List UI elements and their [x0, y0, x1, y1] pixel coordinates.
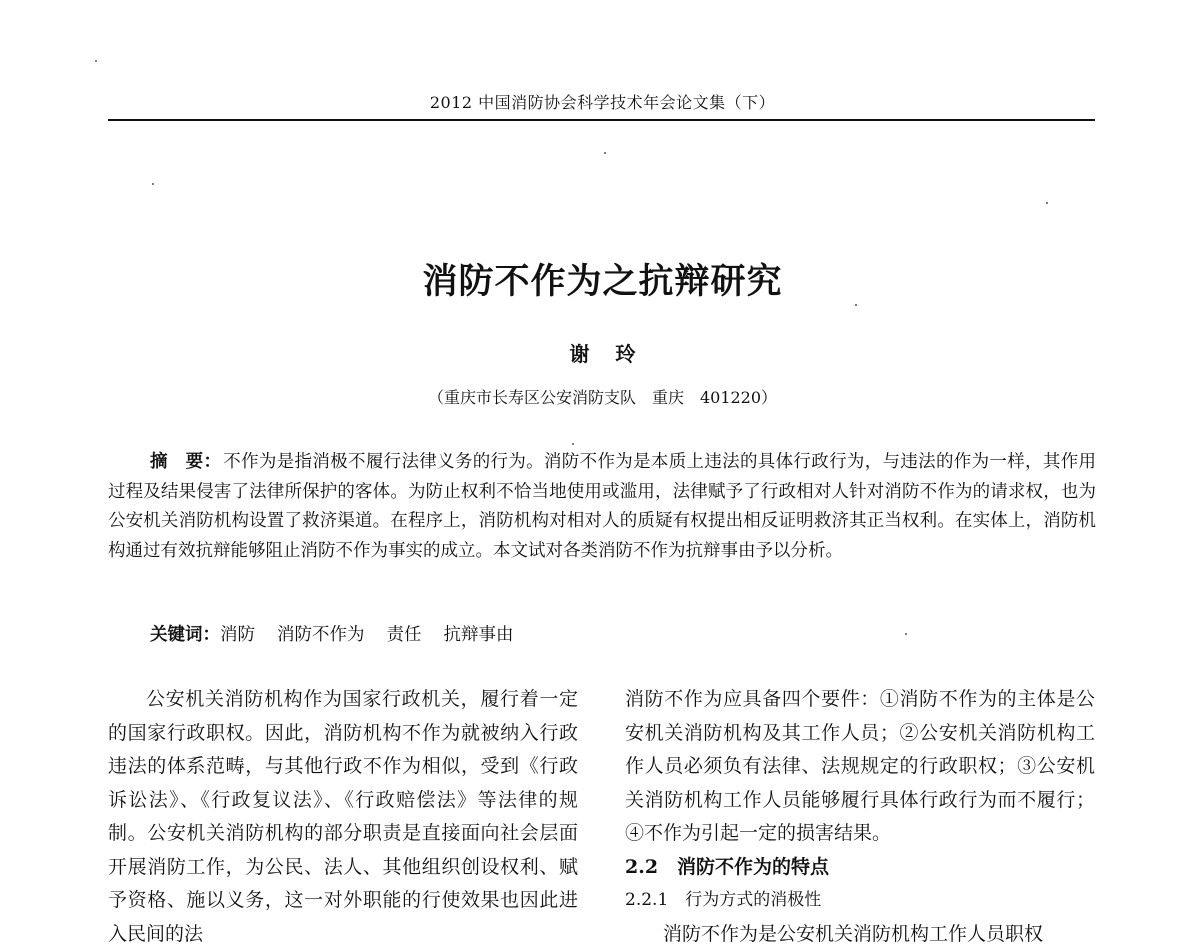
abstract	[108, 448, 1096, 566]
scan-speck	[905, 633, 907, 635]
body-paragraph: 消防不作为是公安机关消防机构工作人员职权	[625, 918, 1095, 951]
author-affiliation: （重庆市长寿区公安消防支队 重庆 401220）	[110, 385, 1095, 408]
running-head: 2012 中国消防协会科学技术年会论文集（下）	[110, 90, 1095, 113]
scan-speck	[152, 183, 154, 185]
subsection-heading: 2.2.1 行为方式的消极性	[625, 884, 1095, 918]
scan-speck	[572, 443, 574, 445]
abstract-label: 摘 要：	[150, 452, 221, 472]
body-paragraph: 公安机关消防机构作为国家行政机关，履行着一定的国家行政职权。因此，消防机构不作为就被纳入行政违法的体系范畴，与其他行政不作为相似，受到《行政诉讼法》、《行政复议法》、《行政赔偿法》等法律的规制。公安机关消防机构的部分职责是直接面向社会层面开展消防工作，为公民、法人、其他组织创设权利、赋予资格、施以义务，这一对外职能的行使效果也因此进入民间的法	[108, 683, 578, 951]
keyword: 消防不作为	[277, 625, 365, 645]
body-column-right	[625, 683, 1095, 951]
section-heading: 2.2 消防不作为的特点	[625, 851, 1095, 885]
header-rule	[108, 119, 1095, 121]
body-column-left	[108, 683, 578, 951]
keywords	[150, 621, 536, 646]
abstract-text: 不作为是指消极不履行法律义务的行为。消防不作为是本质上违法的具体行政行为，与违法的作为一样，其作用过程及结果侵害了法律所保护的客体。为防止权利不恰当地使用或滥用，法律赋予了行政相对人针对消防不作为的请求权，也为公安机关消防机构设置了救济渠道。在程序上，消防机构对相对人的质疑有权提出相反证明救济其正当权利。在实体上，消防机构通过有效抗辩能够阻止消防不作为事实的成立。本文试对各类消防不作为抗辩事由予以分析。	[108, 452, 1096, 561]
paper-title: 消防不作为之抗辩研究	[110, 254, 1095, 304]
keyword: 消防	[220, 625, 255, 645]
body-paragraph: 消防不作为应具备四个要件：①消防不作为的主体是公安机关消防机构及其工作人员；②公安机关消防机构工作人员必须负有法律、法规规定的行政职权；③公安机关消防机构工作人员能够履行具体行政行为而不履行；④不作为引起一定的损害结果。	[625, 683, 1095, 851]
keyword: 抗辩事由	[444, 625, 514, 645]
scan-speck	[855, 304, 857, 306]
scan-speck	[95, 60, 97, 62]
scan-speck	[604, 152, 606, 154]
author-name: 谢玲	[110, 338, 1095, 367]
keywords-label: 关键词：	[150, 625, 220, 645]
keyword: 责任	[387, 625, 422, 645]
scan-speck	[1046, 202, 1048, 204]
